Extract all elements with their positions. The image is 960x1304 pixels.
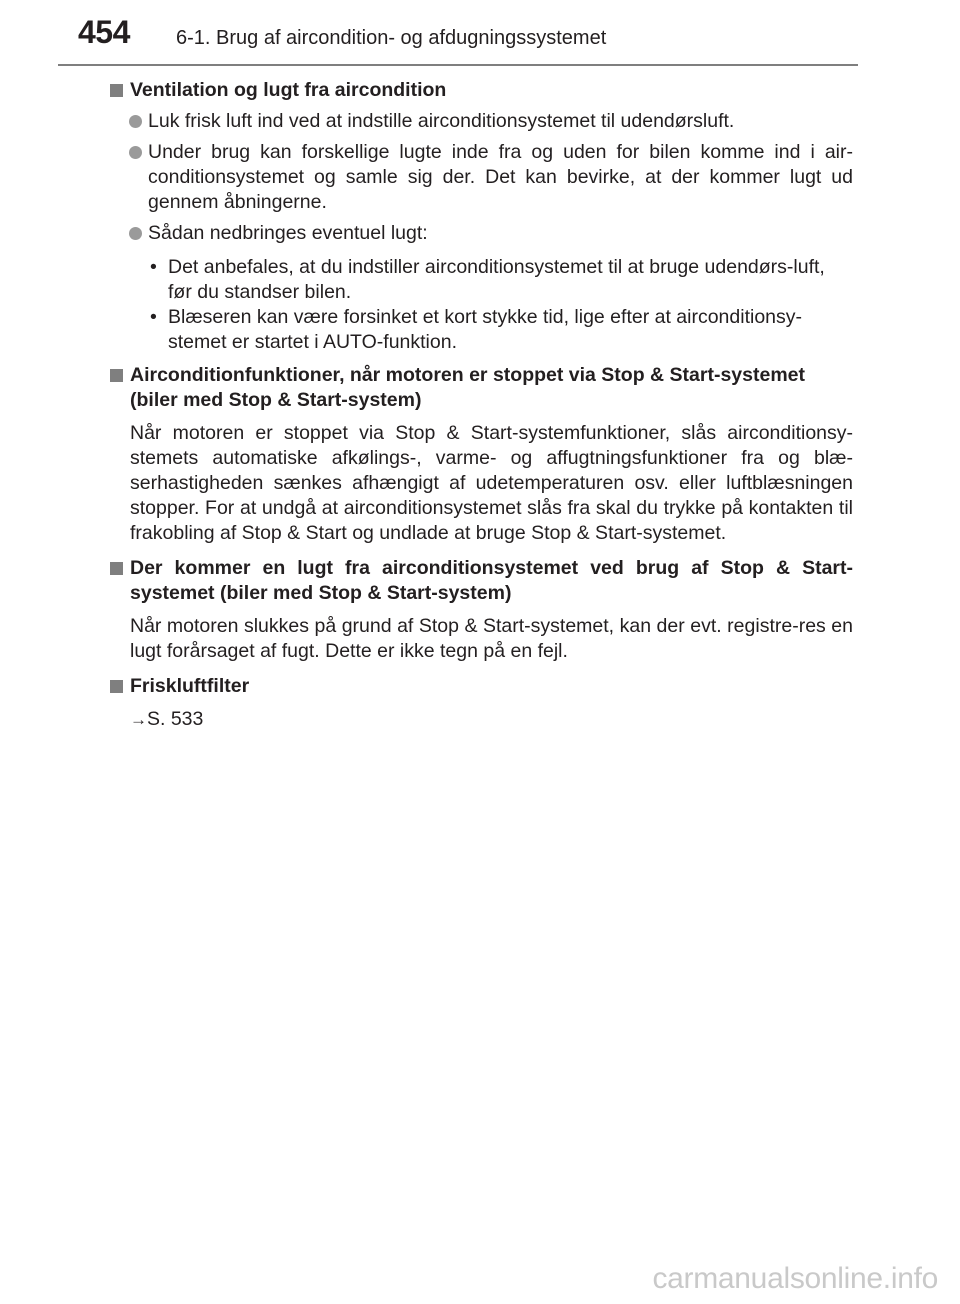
list-item [108,109,853,134]
sub-list-item [148,305,853,355]
square-bullet-icon [110,369,123,382]
sub-list [108,255,853,355]
list-item-text: Under brug kan forskellige lugte inde fra og uden for bilen komme ind i air-conditionsystemet og samle sig der. Det kan bevirke, at der kommer lugt ud gennem åbningerne. [148,141,853,213]
section-heading-text: Der kommer en lugt fra airconditionsystemet ved brug af Stop & Start-systemet (biler med Stop & Start-system) [130,557,853,604]
section-heading-ventilation [108,78,853,103]
section-heading-stop-start-functions [108,363,853,413]
section-paragraph: Når motoren er stoppet via Stop & Start-systemfunktioner, slås airconditionsy-stemets automatiske afkølings-, varme- og affugtningsfunktioner fra og blæ-serhastigheden sænkes afhængigt af udetemperaturen osv. eller luftblæsningen stopper. For at undgå at airconditionsystemet slås fra skal du trykke på kontakten til frakobling af Stop & Start og undlade at bruge Stop & Start-systemet. [130,422,853,544]
square-bullet-icon [110,562,123,575]
bullet-icon: • [150,306,157,328]
sub-list-item [148,255,853,305]
section-heading-odor-stop-start [108,556,853,606]
page-content [108,72,853,732]
page-reference-text: S. 533 [147,708,204,730]
square-bullet-icon [110,84,123,97]
bullet-icon: • [150,256,157,278]
section-paragraph: Når motoren slukkes på grund af Stop & Start-systemet, kan der evt. registre-res en lugt forårsaget af fugt. Dette er ikke tegn på en fejl. [130,615,853,662]
circle-bullet-icon [129,115,142,128]
sub-list-item-text: Blæseren kan være forsinket et kort stykke tid, lige efter at airconditionsy-stemet er startet i AUTO-funktion. [168,306,803,353]
list-item-text: Sådan nedbringes eventuel lugt: [148,222,428,244]
sub-list-item-text: Det anbefales, at du indstiller airconditionsystemet til at bruge udendørs-luft, før du standser bilen. [168,256,825,303]
section-heading-text: Airconditionfunktioner, når motoren er stoppet via Stop & Start-systemet (biler med Stop & Start-system) [130,364,806,411]
square-bullet-icon [110,680,123,693]
page-number: 454 [78,14,130,50]
list-item [108,221,853,246]
arrow-right-icon: → [130,710,147,729]
page-header [0,0,960,64]
circle-bullet-icon [129,146,142,159]
section-heading-text: Friskluftfilter [130,675,250,697]
chapter-title: 6-1. Brug af aircondition- og afdugningssystemet [176,27,607,49]
header-divider [58,64,858,66]
section-heading-fresh-air-filter [108,674,853,699]
page-reference-link[interactable] [108,707,853,732]
watermark: carmanualsonline.info [652,1262,938,1295]
list-item-text: Luk frisk luft ind ved at indstille airconditionsystemet til udendørsluft. [148,110,735,132]
list-item [108,140,853,215]
circle-bullet-icon [129,227,142,240]
section-heading-text: Ventilation og lugt fra aircondition [130,79,447,101]
